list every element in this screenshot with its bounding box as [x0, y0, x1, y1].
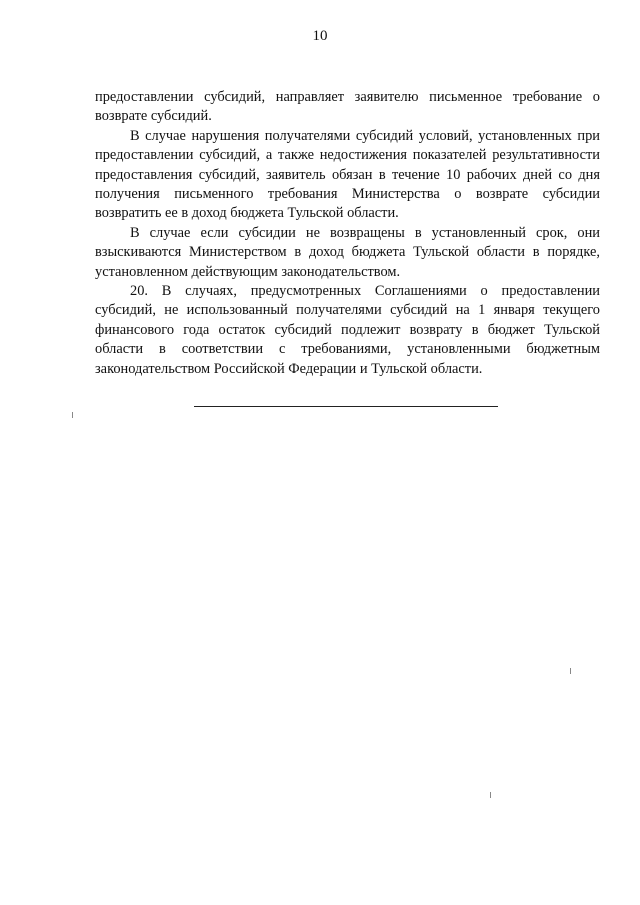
paragraph-item-20: 20. В случаях, предусмотренных Соглашениями о предоставлении субсидий, не использованный получателями субсидий на 1 января текущего финансового года остаток субсидий подлежит возврату в бюджет Тульской области в соответствии с требованиями, установленными бюджетным законодательством Российской Федерации и Тульской области.	[95, 283, 600, 377]
scan-speck	[570, 668, 571, 674]
scan-speck	[490, 792, 491, 798]
paragraph-violation-refund: В случае нарушения получателями субсидий условий, установленных при предоставлении субсидий, а также недостижения показателей результативности предоставления субсидий, заявитель обязан в течение 10 рабочих дней со дня получения письменного требования Министерства о возврате субсидии возвратить ее в доход бюджета Тульской области.	[95, 127, 600, 222]
paragraph-continuation: предоставлении субсидий, направляет заявителю письменное требование о возврате субсидий.	[95, 89, 600, 125]
end-divider-line	[194, 406, 498, 407]
page-number: 10	[312, 28, 328, 44]
paragraph-recovery: В случае если субсидии не возвращены в установленный срок, они взыскиваются Министерством в доход бюджета Тульской области в порядке, установленном действующим законодательством.	[95, 224, 600, 280]
scan-speck	[72, 412, 73, 418]
document-body	[95, 88, 600, 379]
